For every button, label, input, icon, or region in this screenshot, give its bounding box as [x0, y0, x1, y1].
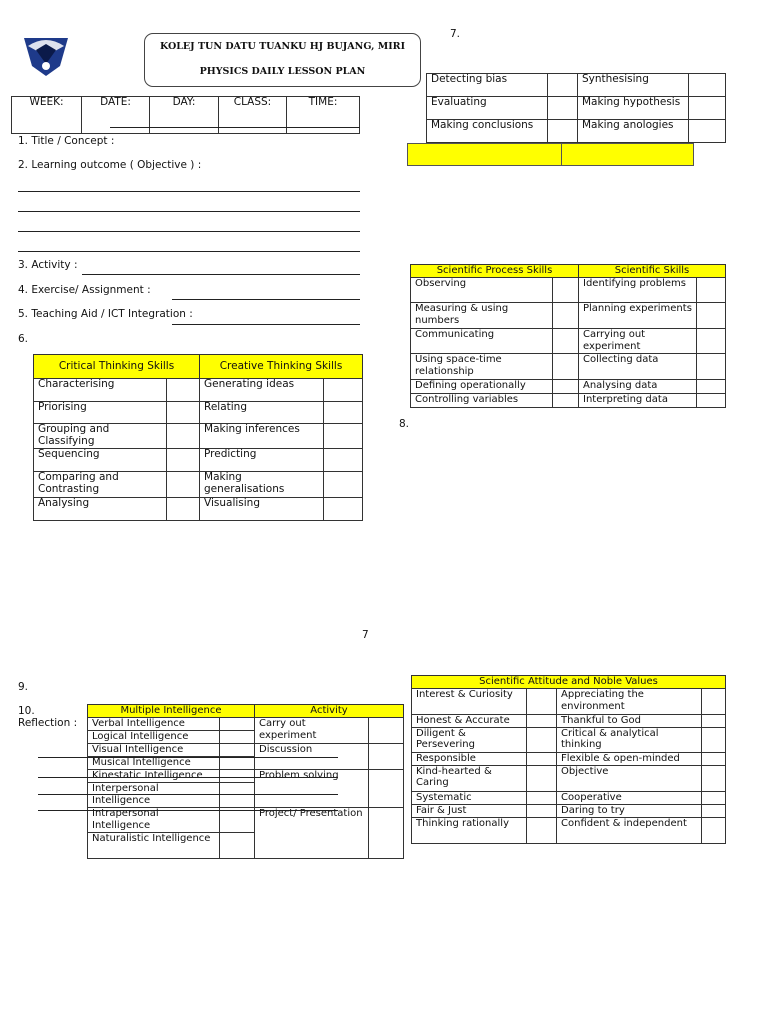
- objective-line[interactable]: [18, 231, 360, 232]
- tick-box[interactable]: [702, 689, 726, 715]
- reflection-line[interactable]: [38, 810, 338, 811]
- skill-label: Comparing and Contrasting: [34, 472, 167, 498]
- skill-label: Using space-time relationship: [411, 354, 553, 380]
- reflection-line[interactable]: [38, 757, 338, 758]
- tick-box[interactable]: [324, 424, 363, 449]
- thinking-skills-table: [33, 354, 363, 521]
- section-learning-outcome: 2. Learning outcome ( Objective ) :: [18, 159, 202, 171]
- value-label: Appreciating the environment: [557, 689, 702, 715]
- tick-box[interactable]: [220, 757, 255, 770]
- value-label: Thinking rationally: [412, 817, 527, 843]
- tick-box[interactable]: [697, 380, 726, 394]
- value-label: Cooperative: [557, 791, 702, 804]
- skill-label: Grouping and Classifying: [34, 424, 167, 449]
- tick-box[interactable]: [369, 808, 404, 859]
- skill-label: Characterising: [34, 379, 167, 402]
- tick-box[interactable]: [697, 354, 726, 380]
- value-label: Diligent & Persevering: [412, 727, 527, 752]
- value-label: Confident & independent: [557, 817, 702, 843]
- tick-box[interactable]: [324, 402, 363, 424]
- section-6-label: 6.: [18, 333, 29, 345]
- skill-label: Making inferences: [200, 424, 324, 449]
- tick-box[interactable]: [220, 833, 255, 859]
- info-table: [11, 96, 360, 134]
- tick-box[interactable]: [220, 731, 255, 744]
- intelligence-label: Naturalistic Intelligence: [88, 833, 220, 859]
- tick-box[interactable]: [527, 715, 557, 728]
- scientific-attitude-table: [411, 675, 726, 844]
- section-8-label: 8.: [399, 418, 410, 430]
- skill-label: Collecting data: [579, 354, 697, 380]
- tick-box[interactable]: [689, 74, 726, 97]
- tick-box[interactable]: [220, 783, 255, 808]
- tick-box[interactable]: [553, 278, 579, 303]
- tick-box[interactable]: [167, 472, 200, 498]
- tick-box[interactable]: [167, 498, 200, 521]
- yellow-strip-right: [561, 143, 694, 166]
- intelligence-label: Logical Intelligence: [88, 731, 220, 744]
- tick-box[interactable]: [369, 744, 404, 770]
- section-activity: 3. Activity :: [18, 259, 78, 271]
- skill-label: Relating: [200, 402, 324, 424]
- value-label: Critical & analytical thinking: [557, 727, 702, 752]
- tick-box[interactable]: [702, 765, 726, 791]
- activity-label: Carry out experiment: [255, 718, 369, 744]
- value-label: Systematic: [412, 791, 527, 804]
- skill-label: Priorising: [34, 402, 167, 424]
- school-name: KOLEJ TUN DATU TUANKU HJ BUJANG, MIRI: [159, 41, 406, 52]
- attitude-header: Scientific Attitude and Noble Values: [412, 676, 726, 689]
- skill-label: Evaluating: [427, 97, 548, 120]
- activity-line[interactable]: [82, 274, 360, 275]
- exercise-line[interactable]: [172, 299, 360, 300]
- skill-label: Planning experiments: [579, 303, 697, 329]
- yellow-strip-left: [407, 143, 562, 166]
- tick-box[interactable]: [697, 278, 726, 303]
- skill-label: Visualising: [200, 498, 324, 521]
- value-label: Daring to try: [557, 804, 702, 817]
- skill-label: Synthesising: [578, 74, 689, 97]
- thinking-skills-table-cont: [426, 73, 726, 143]
- skill-label: Making generalisations: [200, 472, 324, 498]
- objective-line[interactable]: [18, 251, 360, 252]
- tick-box[interactable]: [702, 817, 726, 843]
- intelligence-label: Kinestatic Intelligence: [88, 770, 220, 783]
- multiple-intelligence-table: [87, 704, 404, 859]
- section-7-label: 7.: [450, 28, 461, 40]
- skill-label: Defining operationally: [411, 380, 553, 394]
- critical-thinking-header: Critical Thinking Skills: [34, 355, 200, 379]
- skill-label: Measuring & using numbers: [411, 303, 553, 329]
- reflection-line[interactable]: [38, 794, 338, 795]
- tick-box[interactable]: [167, 379, 200, 402]
- tick-box[interactable]: [702, 804, 726, 817]
- tick-box[interactable]: [702, 791, 726, 804]
- scientific-skills-header: Scientific Skills: [579, 265, 726, 278]
- tick-box[interactable]: [527, 804, 557, 817]
- value-label: Responsible: [412, 752, 527, 765]
- section-teaching-aid: 5. Teaching Aid / ICT Integration :: [18, 308, 193, 320]
- plan-title: PHYSICS DAILY LESSON PLAN: [199, 66, 366, 77]
- tick-box[interactable]: [369, 718, 404, 744]
- school-crest-icon: [22, 36, 70, 78]
- page-number: 7: [362, 629, 369, 641]
- tick-box[interactable]: [527, 689, 557, 715]
- objective-line[interactable]: [18, 211, 360, 212]
- tick-box[interactable]: [527, 791, 557, 804]
- reflection-line[interactable]: [38, 777, 338, 778]
- science-skills-table: [410, 264, 726, 408]
- intelligence-label: Visual Intelligence: [88, 744, 220, 757]
- intelligence-label: Interpersonal Intelligence: [88, 783, 220, 808]
- teaching-aid-line[interactable]: [172, 324, 360, 325]
- tick-box[interactable]: [689, 97, 726, 120]
- value-label: Honest & Accurate: [412, 715, 527, 728]
- tick-box[interactable]: [689, 120, 726, 143]
- tick-box[interactable]: [527, 727, 557, 752]
- reflection-label: Reflection :: [18, 717, 78, 729]
- tick-box[interactable]: [220, 770, 255, 783]
- school-logo: [22, 36, 70, 78]
- intelligence-label: Verbal Intelligence: [88, 718, 220, 731]
- tick-box[interactable]: [702, 727, 726, 752]
- value-label: Flexible & open-minded: [557, 752, 702, 765]
- skill-label: Communicating: [411, 329, 553, 354]
- value-label: Thankful to God: [557, 715, 702, 728]
- section-9-label: 9.: [18, 681, 29, 693]
- tick-box[interactable]: [324, 498, 363, 521]
- tick-box[interactable]: [167, 449, 200, 472]
- week-cell[interactable]: WEEK:: [12, 97, 82, 134]
- skill-label: Predicting: [200, 449, 324, 472]
- tick-box[interactable]: [553, 394, 579, 408]
- skill-label: Detecting bias: [427, 74, 548, 97]
- class-cell[interactable]: CLASS:: [219, 97, 287, 134]
- skill-label: Making conclusions: [427, 120, 548, 143]
- skill-label: Generating ideas: [200, 379, 324, 402]
- value-label: Objective: [557, 765, 702, 791]
- skill-label: Carrying out experiment: [579, 329, 697, 354]
- tick-box[interactable]: [702, 752, 726, 765]
- tick-box[interactable]: [548, 97, 578, 120]
- tick-box[interactable]: [220, 718, 255, 731]
- skill-label: Interpreting data: [579, 394, 697, 408]
- date-cell[interactable]: DATE:: [82, 97, 150, 134]
- tick-box[interactable]: [167, 402, 200, 424]
- tick-box[interactable]: [369, 770, 404, 808]
- value-label: Kind-hearted & Caring: [412, 765, 527, 791]
- time-cell[interactable]: TIME:: [287, 97, 360, 134]
- objective-line[interactable]: [18, 191, 360, 192]
- activity-label: Discussion: [255, 744, 369, 770]
- skill-label: Sequencing: [34, 449, 167, 472]
- tick-box[interactable]: [324, 379, 363, 402]
- tick-box[interactable]: [553, 380, 579, 394]
- tick-box[interactable]: [553, 303, 579, 329]
- tick-box[interactable]: [527, 817, 557, 843]
- skill-label: Analysing data: [579, 380, 697, 394]
- tick-box[interactable]: [527, 752, 557, 765]
- tick-box[interactable]: [220, 744, 255, 757]
- intelligence-label: Intrapersonal Intelligence: [88, 808, 220, 833]
- tick-box[interactable]: [324, 449, 363, 472]
- activity-header: Activity: [255, 705, 404, 718]
- section-exercise: 4. Exercise/ Assignment :: [18, 284, 151, 296]
- tick-box[interactable]: [324, 472, 363, 498]
- activity-label: Problem solving: [255, 770, 369, 808]
- tick-box[interactable]: [527, 765, 557, 791]
- tick-box[interactable]: [697, 394, 726, 408]
- tick-box[interactable]: [697, 329, 726, 354]
- process-skills-header: Scientific Process Skills: [411, 265, 579, 278]
- tick-box[interactable]: [702, 715, 726, 728]
- skill-label: Analysing: [34, 498, 167, 521]
- skill-label: Making anologies: [578, 120, 689, 143]
- tick-box[interactable]: [553, 329, 579, 354]
- value-label: Interest & Curiosity: [412, 689, 527, 715]
- tick-box[interactable]: [548, 74, 578, 97]
- tick-box[interactable]: [697, 303, 726, 329]
- skill-label: Making hypothesis: [578, 97, 689, 120]
- intelligence-header: Multiple Intelligence: [88, 705, 255, 718]
- skill-label: Controlling variables: [411, 394, 553, 408]
- value-label: Fair & Just: [412, 804, 527, 817]
- section-10-label: 10.: [18, 705, 35, 717]
- creative-thinking-header: Creative Thinking Skills: [200, 355, 363, 379]
- tick-box[interactable]: [548, 120, 578, 143]
- intelligence-label: Musical Intelligence: [88, 757, 220, 770]
- activity-label: Project/ Presentation: [255, 808, 369, 859]
- tick-box[interactable]: [553, 354, 579, 380]
- day-cell[interactable]: DAY:: [150, 97, 219, 134]
- tick-box[interactable]: [220, 808, 255, 833]
- skill-label: Identifying problems: [579, 278, 697, 303]
- section-title-concept: 1. Title / Concept :: [18, 135, 115, 147]
- skill-label: Observing: [411, 278, 553, 303]
- tick-box[interactable]: [167, 424, 200, 449]
